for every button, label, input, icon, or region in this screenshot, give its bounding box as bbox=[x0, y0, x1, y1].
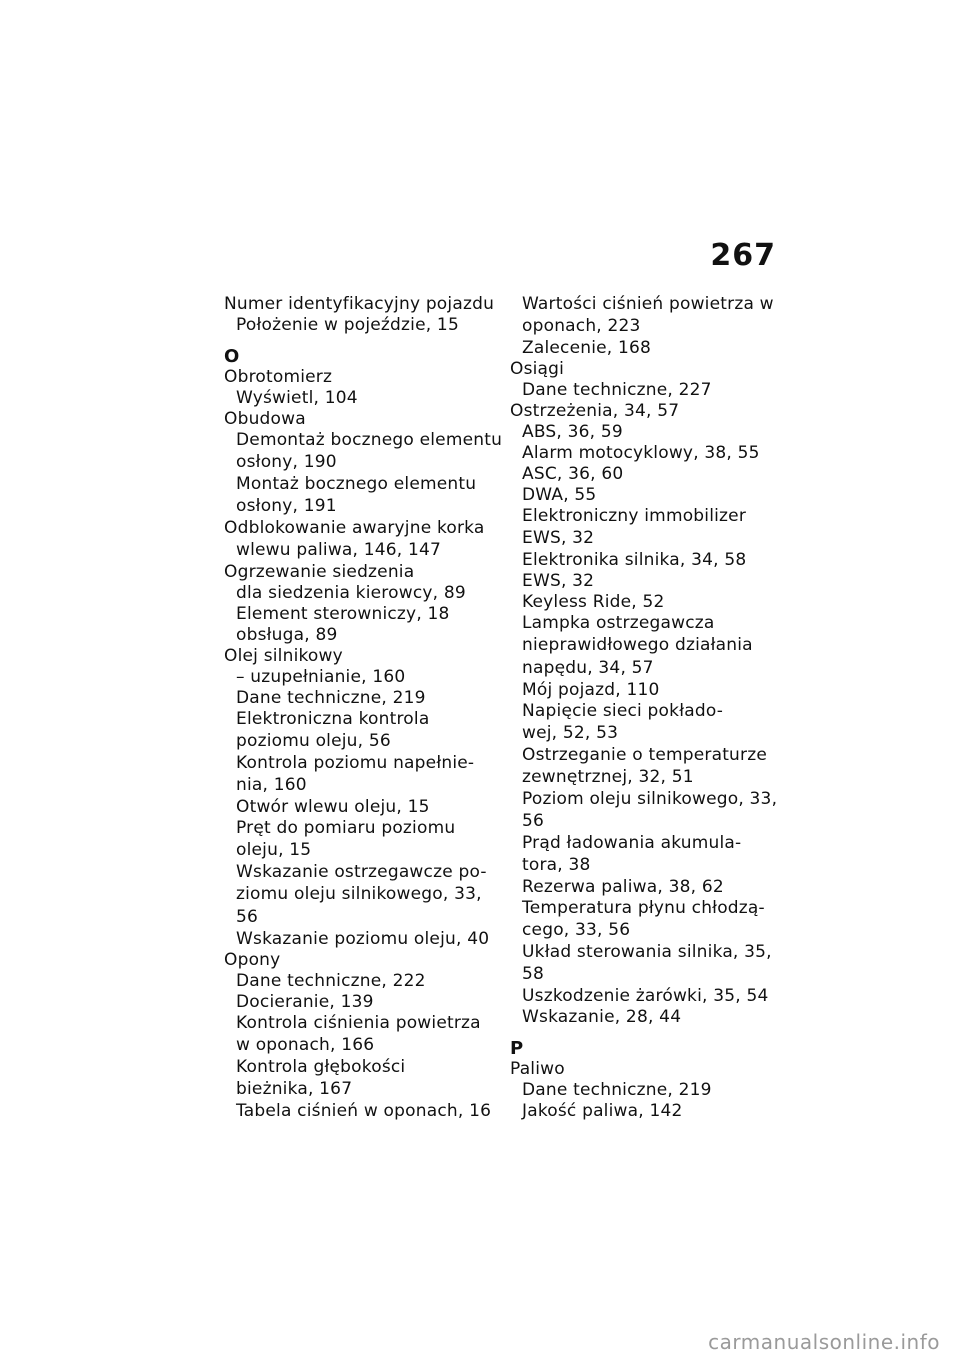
index-subentry: Pręt do pomiaru poziomu bbox=[236, 818, 456, 838]
index-column-right bbox=[510, 294, 780, 1122]
index-subentry: Dane techniczne, 219 bbox=[236, 688, 426, 708]
index-subentry: Tabela ciśnień w oponach, 16 bbox=[236, 1101, 492, 1121]
index-subentry: Elektroniczna kontrola bbox=[236, 709, 430, 729]
index-subentry: Mój pojazd, 110 bbox=[522, 680, 660, 700]
index-subentry: Alarm motocyklowy, 38, 55 bbox=[522, 443, 760, 463]
index-subentry: Docieranie, 139 bbox=[236, 992, 374, 1012]
index-subentry: Temperatura płynu chłodzą- bbox=[522, 898, 765, 918]
index-entry: Obudowa bbox=[224, 409, 306, 429]
index-continuation: bieżnika, 167 bbox=[236, 1079, 353, 1099]
index-subentry: – uzupełnianie, 160 bbox=[236, 667, 406, 687]
index-continuation: oleju, 15 bbox=[236, 840, 312, 860]
index-entry: Paliwo bbox=[510, 1059, 565, 1079]
section-letter: P bbox=[510, 1038, 524, 1059]
index-column-left bbox=[224, 294, 503, 1122]
index-continuation: poziomu oleju, 56 bbox=[236, 731, 391, 751]
index-subentry: Lampka ostrzegawcza bbox=[522, 613, 715, 633]
index-subentry: Ostrzeganie o temperaturze bbox=[522, 745, 768, 765]
index-subentry: Dane techniczne, 227 bbox=[522, 380, 712, 400]
index-continuation: EWS, 32 bbox=[522, 528, 595, 548]
section-letter: O bbox=[224, 346, 240, 367]
index-subentry: Położenie w pojeździe, 15 bbox=[236, 315, 459, 335]
index-continuation: osłony, 190 bbox=[236, 452, 337, 472]
index-subentry: Otwór wlewu oleju, 15 bbox=[236, 797, 430, 817]
index-continuation: w oponach, 166 bbox=[236, 1035, 375, 1055]
index-subentry: Demontaż bocznego elementu bbox=[236, 430, 503, 450]
index-continuation: cego, 33, 56 bbox=[522, 920, 631, 940]
index-subentry: ASC, 36, 60 bbox=[522, 464, 624, 484]
index-subentry: Jakość paliwa, 142 bbox=[522, 1101, 683, 1121]
index-continuation: oponach, 223 bbox=[522, 316, 641, 336]
index-subentry: Układ sterowania silnika, 35, bbox=[522, 942, 772, 962]
index-subentry: obsługa, 89 bbox=[236, 625, 338, 645]
index-subentry: Montaż bocznego elementu bbox=[236, 474, 477, 494]
index-subentry: Prąd ładowania akumula- bbox=[522, 833, 742, 853]
index-continuation: wej, 52, 53 bbox=[522, 723, 619, 743]
index-entry: Numer identyfikacyjny pojazdu bbox=[224, 294, 495, 314]
index-subentry: Kontrola ciśnienia powietrza bbox=[236, 1013, 481, 1033]
index-subentry: ABS, 36, 59 bbox=[522, 422, 623, 442]
index-subentry: Elektroniczny immobilizer bbox=[522, 506, 747, 526]
index-entry: Opony bbox=[224, 950, 281, 970]
index-subentry: Element sterowniczy, 18 bbox=[236, 604, 450, 624]
index-continuation: 56 bbox=[236, 907, 259, 927]
index-subentry: Dane techniczne, 219 bbox=[522, 1080, 712, 1100]
index-continuation: osłony, 191 bbox=[236, 496, 337, 516]
watermark: carmanualsonline.info bbox=[708, 1330, 940, 1354]
index-continuation: nia, 160 bbox=[236, 775, 307, 795]
index-subentry: Elektronika silnika, 34, 58 bbox=[522, 550, 747, 570]
index-continuation: tora, 38 bbox=[522, 855, 591, 875]
index-continuation: 58 bbox=[522, 964, 545, 984]
index-entry: Ostrzeżenia, 34, 57 bbox=[510, 401, 680, 421]
index-continuation: zewnętrznej, 32, 51 bbox=[522, 767, 694, 787]
index-subentry: Wskazanie ostrzegawcze po- bbox=[236, 862, 487, 882]
index-entry: Osiągi bbox=[510, 359, 565, 379]
index-entry: Obrotomierz bbox=[224, 367, 333, 387]
index-continuation: ziomu oleju silnikowego, 33, bbox=[236, 884, 482, 904]
index-entry: Olej silnikowy bbox=[224, 646, 343, 666]
index-subentry: Wskazanie, 28, 44 bbox=[522, 1007, 682, 1027]
index-subentry: EWS, 32 bbox=[522, 571, 595, 591]
index-subentry: Zalecenie, 168 bbox=[522, 338, 652, 358]
index-subentry: Kontrola poziomu napełnie- bbox=[236, 753, 475, 773]
index-subentry: Rezerwa paliwa, 38, 62 bbox=[522, 877, 724, 897]
page-number: 267 bbox=[710, 238, 776, 273]
index-subentry: dla siedzenia kierowcy, 89 bbox=[236, 583, 466, 603]
index-subentry: Keyless Ride, 52 bbox=[522, 592, 665, 612]
index-subentry: Dane techniczne, 222 bbox=[236, 971, 426, 991]
index-continuation: nieprawidłowego działania bbox=[522, 635, 753, 655]
index-continuation: wlewu paliwa, 146, 147 bbox=[236, 540, 442, 560]
index-subentry: Kontrola głębokości bbox=[236, 1057, 406, 1077]
index-entry: Ogrzewanie siedzenia bbox=[224, 562, 415, 582]
index-subentry: Wyświetl, 104 bbox=[236, 388, 358, 408]
index-subentry: Wartości ciśnień powietrza w bbox=[522, 294, 774, 314]
index-subentry: Uszkodzenie żarówki, 35, 54 bbox=[522, 986, 769, 1006]
index-entry: Odblokowanie awaryjne korka bbox=[224, 518, 485, 538]
index-subentry: DWA, 55 bbox=[522, 485, 597, 505]
index-continuation: napędu, 34, 57 bbox=[522, 658, 654, 678]
index-subentry: Poziom oleju silnikowego, 33, bbox=[522, 789, 778, 809]
index-continuation: 56 bbox=[522, 811, 545, 831]
index-subentry: Napięcie sieci pokłado- bbox=[522, 701, 724, 721]
index-subentry: Wskazanie poziomu oleju, 40 bbox=[236, 929, 490, 949]
